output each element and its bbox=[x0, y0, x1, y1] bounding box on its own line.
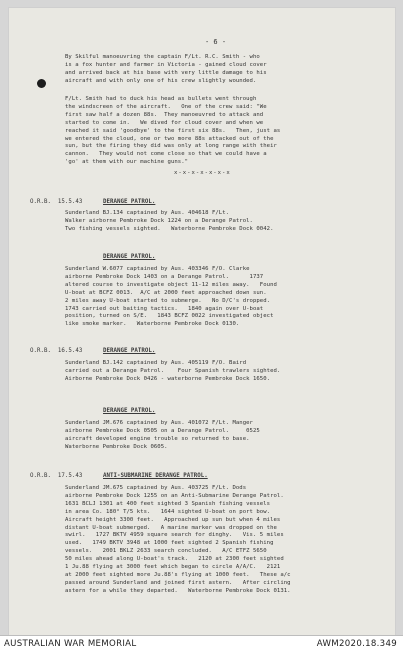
entry-body: Sunderland BJ.134 captained by Aus. 404618 F/Lt. Walker airborne Pembroke Dock 1224 on a Derange Patrol. Two fishing vessels sighted. Waterborne Pembroke Dock 0042. bbox=[65, 210, 274, 232]
entry-heading: DERANGE PATROL. bbox=[103, 348, 156, 354]
archive-name: AUSTRALIAN WAR MEMORIAL bbox=[4, 639, 137, 649]
entry-heading: ANTI-SUBMARINE DERANGE PATROL. bbox=[103, 473, 208, 479]
punch-hole bbox=[37, 79, 46, 88]
archive-footer bbox=[0, 635, 403, 654]
entry-heading: DERANGE PATROL. bbox=[103, 408, 156, 414]
orb-date-ref: O.R.B. 17.5.43 bbox=[30, 473, 83, 479]
orb-date-ref: O.R.B. 16.5.43 bbox=[30, 348, 83, 354]
archive-reference: AWM2020.18.349 bbox=[316, 639, 397, 649]
orb-date-ref: O.R.B. 15.5.43 bbox=[30, 199, 83, 205]
entry-body: Sunderland JM.675 captained by Aus. 403725 F/Lt. Dods airborne Pembroke Dock 1255 on an Anti-Submarine Derange Patrol. 1631 BCLJ 1301 at 400 feet sighted 3 Spanish fishing vessels in area Co. 180° T/5 kts. 1644 sighted U-boat on port bow. Aircraft height 3300 feet. Approached up sun but when 4 miles distant U-boat submerged. A marine marker was dropped on the swirl. 1727 BKTV 4959 square search for dinghy. Vis. 5 miles used. 1749 BKTV 3948 at 1000 feet sighted 2 Spanish fishing vessels. 2001 BKLZ 2633 search concluded. A/C ETFZ 5650 50 miles ahead along U-boat's track. 2120 at 2300 feet sighted 1 Ju.88 flying at 3000 feet which began to circle A/A/C. 2121 at 2000 feet sighted more Ju.88's flying at 1000 feet. These a/c passed around Sunderland and joined first astern. After circling astern for a while they departed. Waterborne Pembroke Dock 0131. bbox=[65, 485, 291, 594]
page-number: - 6 - bbox=[205, 38, 227, 46]
entry-body: Sunderland JM.676 captained by Aus. 401072 F/Lt. Manger airborne Pembroke Dock 0505 on a Derange Patrol. 0525 aircraft developed engine trouble so returned to base. Waterborne Pembroke Dock 0605. bbox=[65, 420, 260, 450]
paragraph-1: By Skilful manoeuvring the captain F/Lt. R.C. Smith - who is a fox hunter and farmer in Victoria - gained cloud cover and arrived back at his base with very little damage to his aircraft and with only one of his crew slightly wounded. bbox=[65, 54, 267, 84]
section-divider: x-x-x-x-x-x-x bbox=[174, 170, 231, 176]
entry-heading: DERANGE PATROL. bbox=[103, 254, 156, 260]
paragraph-2: F/Lt. Smith had to duck his head as bullets went through the windscreen of the aircraft. One of the crew said: "We first saw half a dozen 88s. They manoeuvred to attack and started to come in. We dived for cloud cover and when we reached it said 'goodbye' to the first six 88s. Then, just as we entered the cloud, one or two more 88s attacked out of the sun, but the firing they did was only at long range with their cannon. They would not come close so that we could have a 'go' at them with our machine guns." bbox=[65, 96, 281, 166]
document-page bbox=[9, 8, 395, 635]
entry-body: Sunderland BJ.142 captained by Aus. 405119 F/O. Baird carried out a Derange Patrol. Four Spanish trawlers sighted. Airborne Pembroke Dock 0426 - waterborne Pembroke Dock 1650. bbox=[65, 360, 281, 382]
entry-body: Sunderland W.6077 captained by Aus. 403346 F/O. Clarke airborne Pembroke Dock 1403 on a Derange Patrol. 1737 altered course to investigate object 11-12 miles away. Found U-boat at BCFZ 0013. A/C at 2000 feet approached down sun. 2 miles away U-boat started to submerge. No D/C's dropped. 1743 carried out baiting tactics. 1840 again over U-boat position, turned on S/E. 1843 BCFZ 0022 investigated object like smoke marker. Waterborne Pembroke Dock 0130. bbox=[65, 266, 277, 328]
entry-heading: DERANGE PATROL. bbox=[103, 199, 156, 205]
